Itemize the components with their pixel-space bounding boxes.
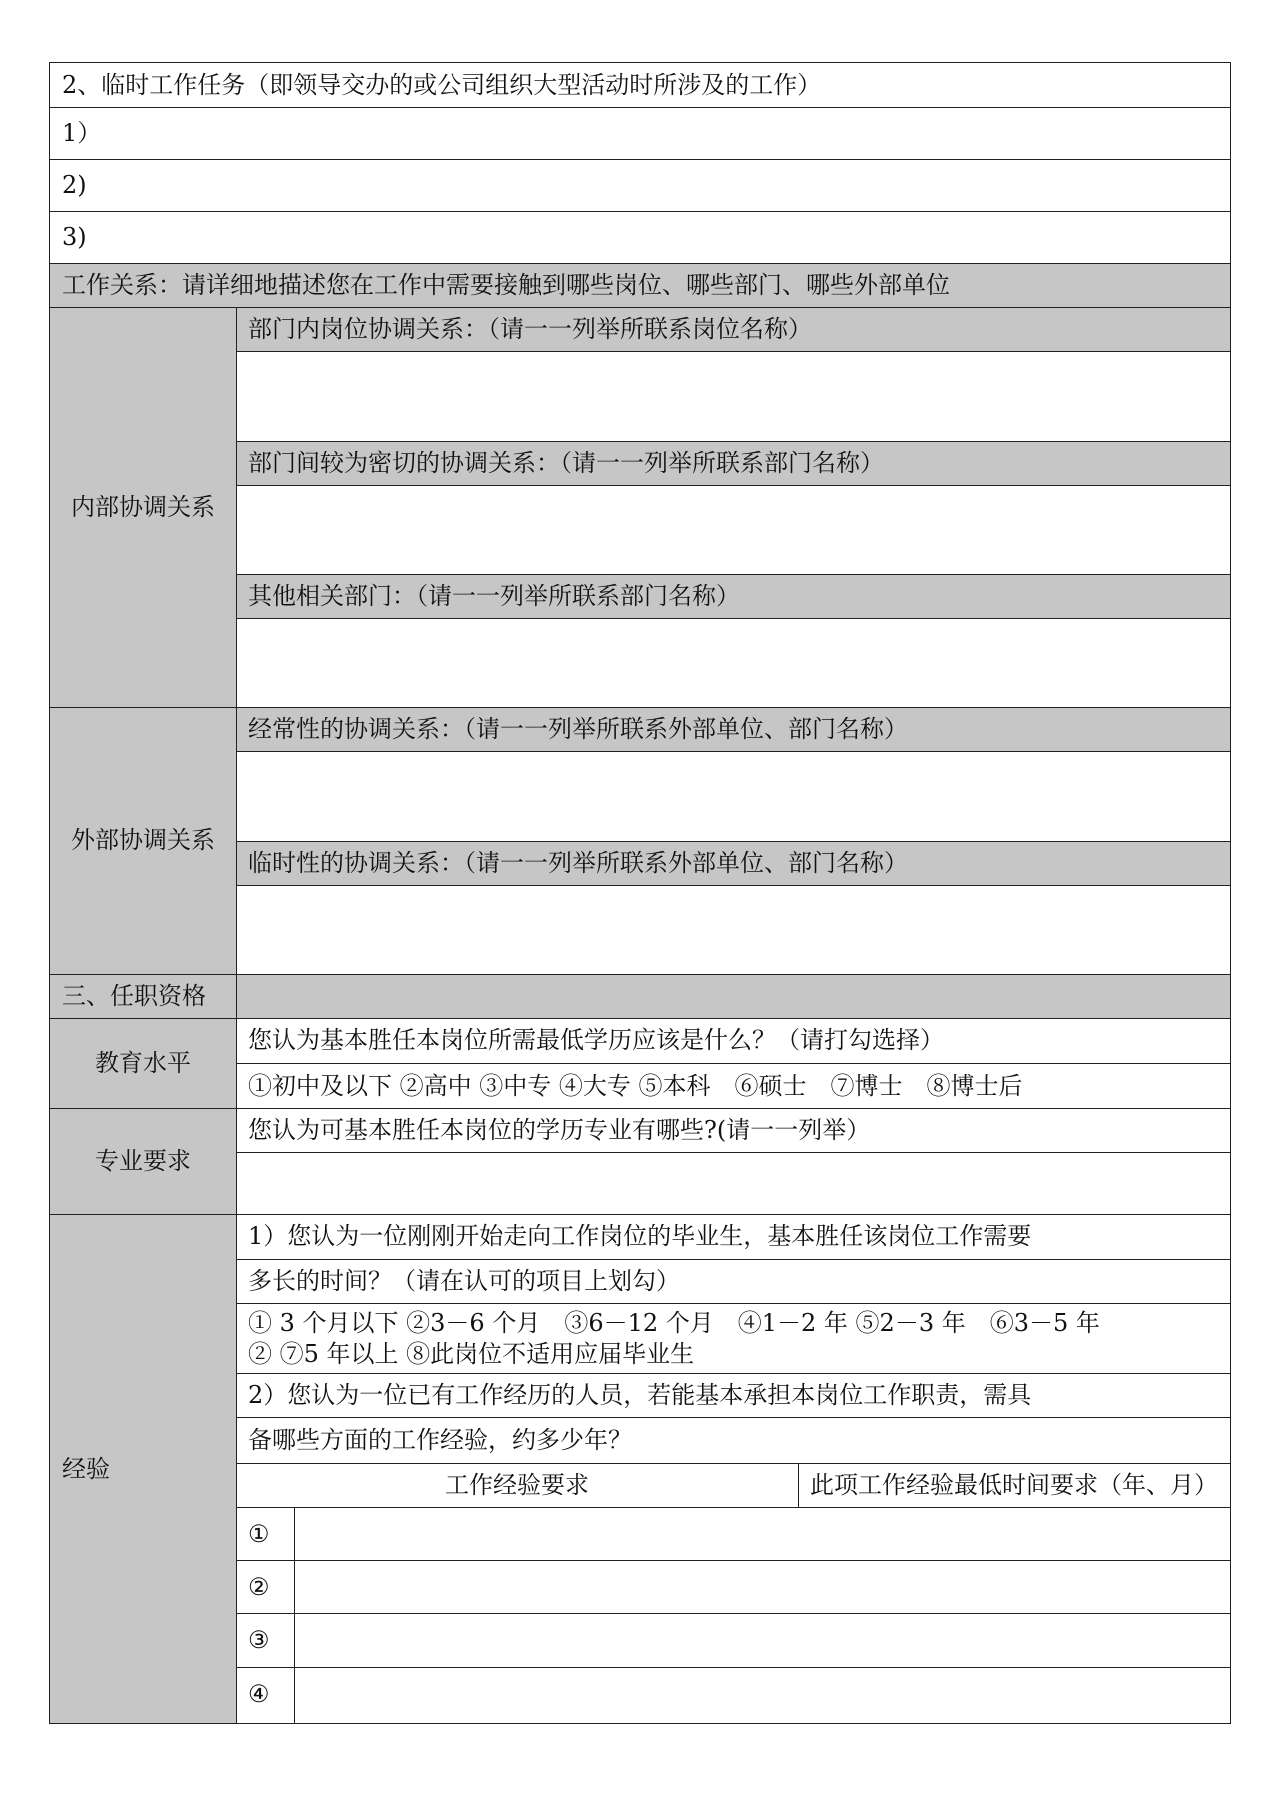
external-prompt-temporary: 临时性的协调关系：（请一一列举所联系外部单位、部门名称） [248,849,908,877]
row-divider [50,1214,1230,1215]
row-divider [236,1259,1230,1260]
row-divider [236,1507,1230,1508]
temp-task-item-1: 1） [62,119,102,147]
row-divider [50,107,1230,108]
row-divider [236,1152,1230,1153]
experience-index-divider [294,1507,295,1723]
row-divider [236,351,1230,352]
experience-row-index-4: ④ [248,1680,270,1708]
row-divider [236,1560,1230,1561]
row-divider [236,618,1230,619]
experience-q1-options-2: ② ⑦5 年以上 ⑧此岗位不适用应届毕业生 [248,1340,695,1368]
qualifications-header-bg [50,974,1230,1018]
experience-q2-line1: 2）您认为一位已有工作经历的人员，若能基本承担本岗位工作职责，需具 [248,1381,1032,1409]
experience-row-index-1: ① [248,1520,270,1548]
row-divider [236,1613,1230,1614]
experience-q1-line1: 1）您认为一位刚刚开始走向工作岗位的毕业生，基本胜任该岗位工作需要 [248,1222,1032,1250]
row-divider [236,1417,1230,1418]
row-divider [236,1063,1230,1064]
experience-table-header-min-time: 此项工作经验最低时间要求（年、月） [810,1471,1218,1499]
external-coordination-label: 外部协调关系 [71,826,215,854]
row-divider [236,441,1230,442]
qualifications-header: 三、任职资格 [62,982,206,1010]
job-analysis-form [49,62,1231,1724]
experience-row-index-2: ② [248,1573,270,1601]
row-divider [50,211,1230,212]
experience-table-header-requirement: 工作经验要求 [445,1471,589,1499]
internal-prompt-other-dept: 其他相关部门：（请一一列举所联系部门名称） [248,582,740,610]
internal-prompt-dept-positions: 部门内岗位协调关系：（请一一列举所联系岗位名称） [248,315,812,343]
row-divider [236,1373,1230,1374]
row-divider [236,1463,1230,1464]
internal-coordination-label: 内部协调关系 [71,493,215,521]
education-question: 您认为基本胜任本岗位所需最低学历应该是什么？（请打勾选择） [248,1026,944,1054]
experience-q2-line2: 备哪些方面的工作经验，约多少年？ [248,1426,632,1454]
row-divider [236,574,1230,575]
external-prompt-regular: 经常性的协调关系：（请一一列举所联系外部单位、部门名称） [248,715,908,743]
temp-task-item-3: 3) [62,223,87,251]
row-divider [50,307,1230,308]
experience-row-index-3: ③ [248,1626,270,1654]
row-divider [236,1303,1230,1304]
major-label: 专业要求 [95,1147,191,1175]
education-options: ①初中及以下 ②高中 ③中专 ④大专 ⑤本科 ⑥硕士 ⑦博士 ⑧博士后 [248,1072,1023,1100]
education-label: 教育水平 [95,1049,191,1077]
row-divider [50,263,1230,264]
experience-q1-line2: 多长的时间？（请在认可的项目上划勾） [248,1267,680,1295]
experience-label: 经验 [62,1455,110,1483]
row-divider [50,1108,1230,1109]
row-divider [236,751,1230,752]
row-divider [236,885,1230,886]
experience-q1-options-1: ① 3 个月以下 ②3－6 个月 ③6－12 个月 ④1－2 年 ⑤2－3 年 ⑥3－5 年 [248,1309,1100,1337]
row-divider [236,841,1230,842]
work-relations-header: 工作关系：请详细地描述您在工作中需要接触到哪些岗位、哪些部门、哪些外部单位 [62,271,950,299]
row-divider [236,1667,1230,1668]
row-divider [236,485,1230,486]
temp-tasks-header: 2、临时工作任务（即领导交办的或公司组织大型活动时所涉及的工作） [62,71,822,99]
row-divider [50,974,1230,975]
row-divider [50,159,1230,160]
label-column-divider [236,307,237,1723]
row-divider [50,1018,1230,1019]
internal-prompt-inter-dept: 部门间较为密切的协调关系：（请一一列举所联系部门名称） [248,449,884,477]
major-question: 您认为可基本胜任本岗位的学历专业有哪些?(请一一列举） [248,1116,871,1144]
temp-task-item-2: 2) [62,171,87,199]
row-divider [50,707,1230,708]
